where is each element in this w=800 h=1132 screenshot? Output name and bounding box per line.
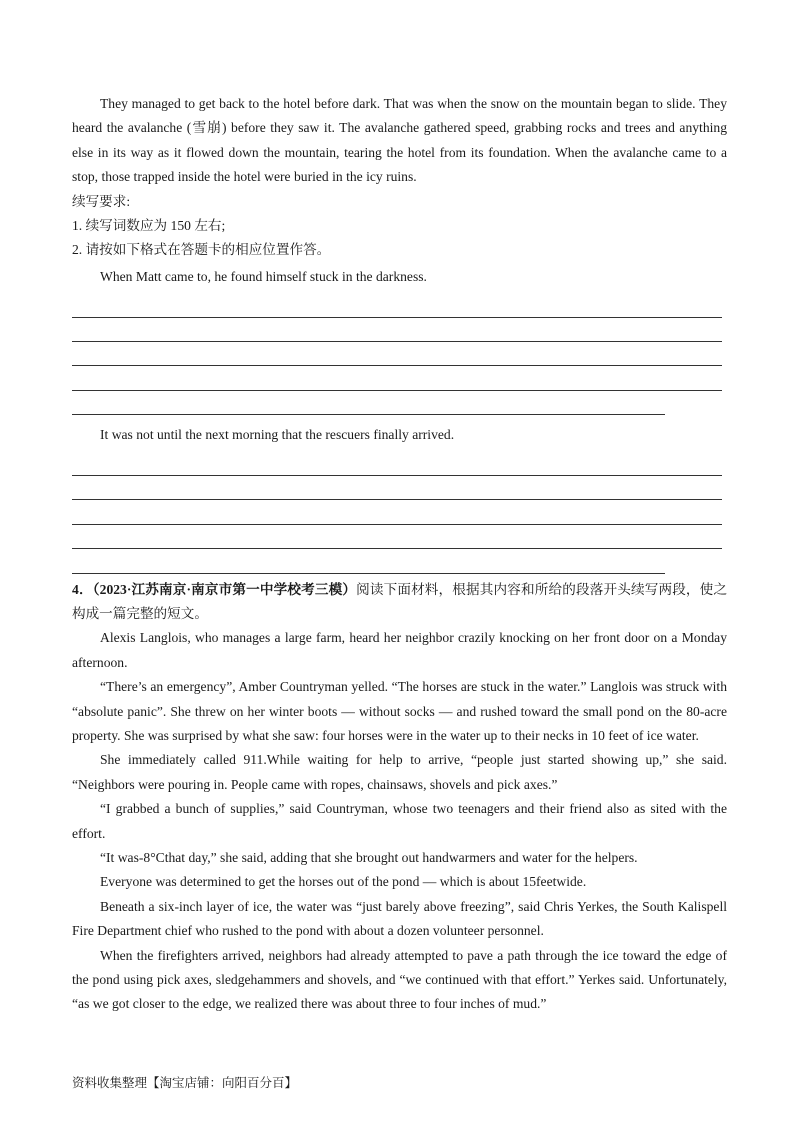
article-paragraph: Alexis Langlois, who manages a large farm, heard her neighbor crazily knocking on her front door on a Monday afternoon. xyxy=(72,630,727,670)
question-source: （2023·江苏南京·南京市第一中学校考三模） xyxy=(92,581,357,597)
article-paragraph: She immediately called 911.While waiting for help to arrive, “people just started showing up,” she said. “Neighbors were pouring in. People came with ropes, chainsaws, shovels and pick axes.” xyxy=(72,752,727,792)
article-paragraph: “There’s an emergency”, Amber Countryman yelled. “The horses are stuck in the water.” Langlois was struck with “absolute panic”. She threw on her winter boots — without socks — and rushed toward the small pond on the 80-acre property. She was surprised by what she saw: four horses were in the water up to their necks in 10 feet of ice water. xyxy=(72,679,727,743)
requirements-block xyxy=(72,190,727,263)
answer-line xyxy=(72,293,722,317)
passage-ending-paragraph: They managed to get back to the hotel before dark. That was when the snow on the mountain began to slide. They heard the avalanche (雪崩) before they saw it. The avalanche gathered speed, grabbing rocks and trees and anything else in its way as it flowed down the mountain, tearing the hotel from its foundation. When the avalanche came to a stop, those trapped inside the hotel were buried in the icy ruins. xyxy=(72,96,727,185)
answer-line xyxy=(72,366,722,390)
article-paragraph: Everyone was determined to get the horses out of the pond — which is about 15feetwide. xyxy=(100,874,587,890)
answer-line xyxy=(72,525,722,549)
question-number: 4． xyxy=(72,581,93,597)
question-4-heading xyxy=(72,578,727,627)
article-paragraph: “It was-8°Cthat day,” she said, adding that she brought out handwarmers and water for the helpers. xyxy=(100,850,638,866)
article-paragraph: Beneath a six-inch layer of ice, the water was “just barely above freezing”, said Chris Yerkes, the South Kalispell Fire Department chief who rushed to the pond with about a dozen volunteer personnel. xyxy=(72,898,727,939)
requirements-heading: 续写要求: xyxy=(72,193,131,209)
continuation-prompt-1: When Matt came to, he found himself stuck in the darkness. xyxy=(100,268,427,284)
requirement-item: 1. 续写词数应为 150 左右; xyxy=(72,218,226,234)
continuation-prompt-2: It was not until the next morning that the rescuers finally arrived. xyxy=(100,427,455,443)
answer-line xyxy=(72,391,665,415)
requirement-item: 2. 请按如下格式在答题卡的相应位置作答。 xyxy=(72,242,331,258)
article-paragraph: When the firefighters arrived, neighbors had already attempted to pave a path through the ice toward the edge of the pond using pick axes, sledgehammers and shovels, and “we continued with that effort.” Yerkes said. Unfortunately, “as we got closer to the edge, we realized there was about three to four inches of mud.” xyxy=(72,947,727,1012)
answer-line xyxy=(72,476,722,500)
answer-line xyxy=(72,500,722,524)
answer-lines-1 xyxy=(72,293,727,415)
answer-line xyxy=(72,549,665,573)
answer-line xyxy=(72,342,722,366)
question-instruction: 阅读下面材料，根据其内容和所给的段落开头续写两段，使之构成一篇完整的短文。 xyxy=(72,581,728,621)
page-footer: 资料收集整理【淘宝店铺：向阳百分百】 xyxy=(72,1075,298,1090)
article-paragraph: “I grabbed a bunch of supplies,” said Countryman, whose two teenagers and their friend also as sited with the effort. xyxy=(72,801,727,841)
document-page xyxy=(72,92,727,1017)
answer-line xyxy=(72,318,722,342)
answer-line xyxy=(72,452,722,476)
answer-lines-2 xyxy=(72,452,727,574)
